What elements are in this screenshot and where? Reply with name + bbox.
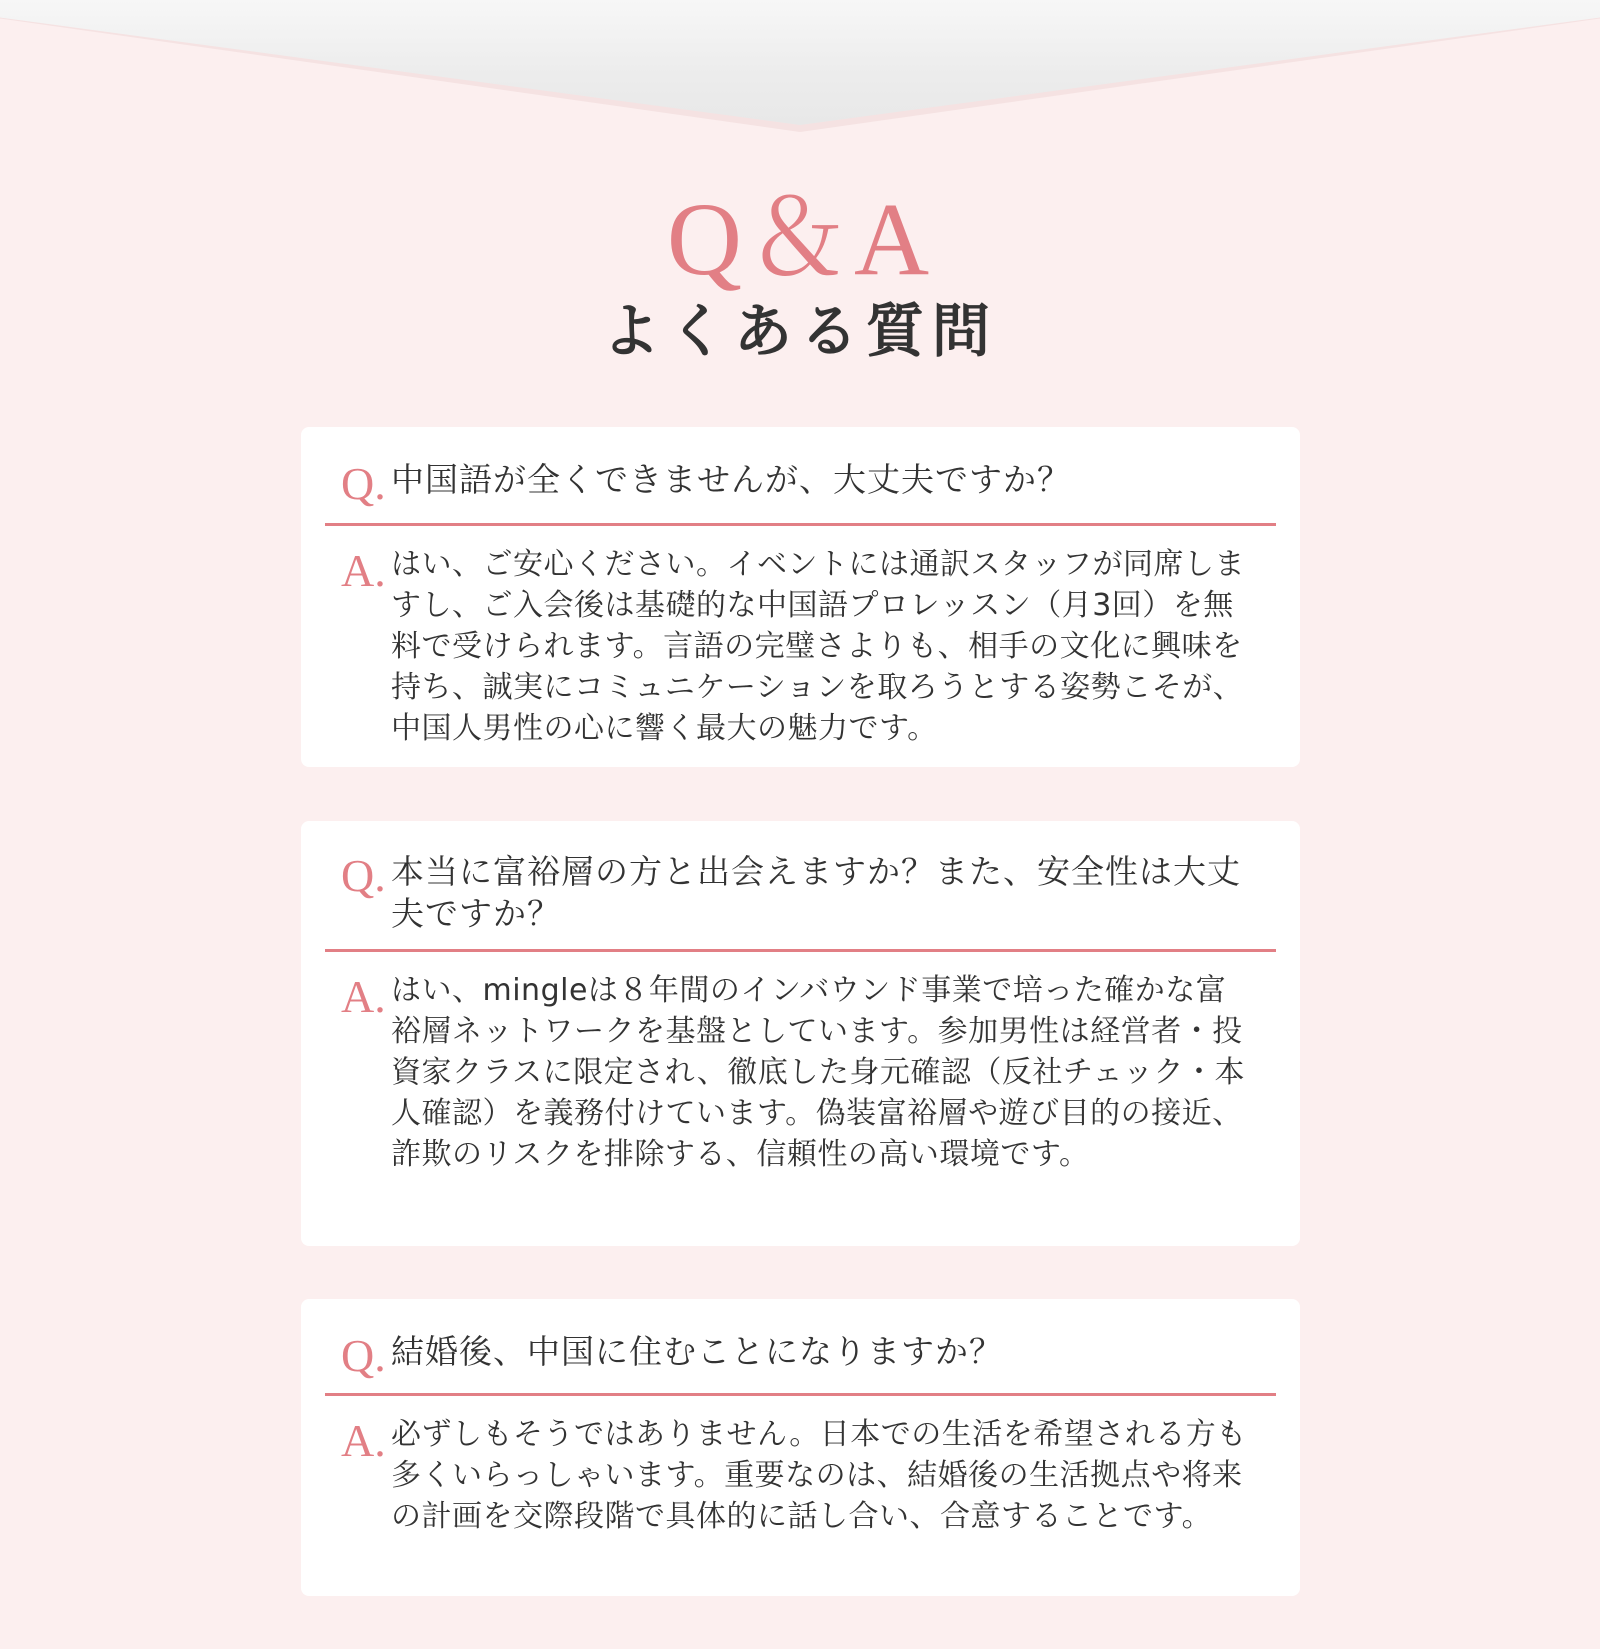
section-heading — [0, 182, 1600, 365]
faq-question: 本当に富裕層の方と出会えますか？また、安全性は大丈夫ですか？ — [391, 852, 1241, 933]
question-mark-label: Q. — [341, 850, 386, 901]
faq-answer-row — [301, 526, 1300, 749]
faq-question: 結婚後、中国に住むことになりますか？ — [391, 1332, 1003, 1371]
faq-item-2 — [301, 821, 1300, 1246]
section-title-jp: よくある質問 — [601, 297, 998, 365]
answer-mark-label: A. — [341, 545, 386, 596]
faq-item-3 — [301, 1299, 1300, 1596]
faq-answer: はい、mingleは８年間のインバウンド事業で培った確かな富裕層ネットワークを基盤としています。参加男性は経営者・投資家クラスに限定され、徹底した身元確認（反社チェック・本人確認）を義務付けています。偽装富裕層や遊び目的の接近、詐欺のリスクを排除する、信頼性の高い環境です。 — [391, 973, 1245, 1172]
faq-answer: 必ずしもそうではありません。日本での生活を希望される方も多くいらっしゃいます。重要なのは、結婚後の生活拠点や将来の計画を交際段階で具体的に話し合い、合意することです。 — [391, 1417, 1247, 1534]
faq-answer-row — [301, 1396, 1300, 1537]
answer-mark-label: A. — [341, 971, 386, 1022]
faq-question-row — [301, 821, 1300, 935]
question-mark-label: Q. — [341, 1330, 386, 1381]
section-title-en: Q＆A — [666, 182, 934, 297]
faq-answer: はい、ご安心ください。イベントには通訳スタッフが同席しますし、ご入会後は基礎的な中国語プロレッスン（月3回）を無料で受けられます。言語の完璧さよりも、相手の文化に興味を持ち、誠実にコミュニケーションを取ろうとする姿勢こそが、中国人男性の心に響く最大の魅力です。 — [391, 547, 1245, 746]
faq-question: 中国語が全くできませんが、大丈夫ですか？ — [391, 460, 1071, 499]
answer-mark-label: A. — [341, 1415, 386, 1466]
faq-answer-row — [301, 952, 1300, 1175]
faq-question-row — [301, 427, 1300, 507]
header-banner — [0, 0, 1600, 125]
faq-item-1 — [301, 427, 1300, 767]
question-mark-label: Q. — [341, 458, 386, 509]
faq-question-row — [301, 1299, 1300, 1379]
